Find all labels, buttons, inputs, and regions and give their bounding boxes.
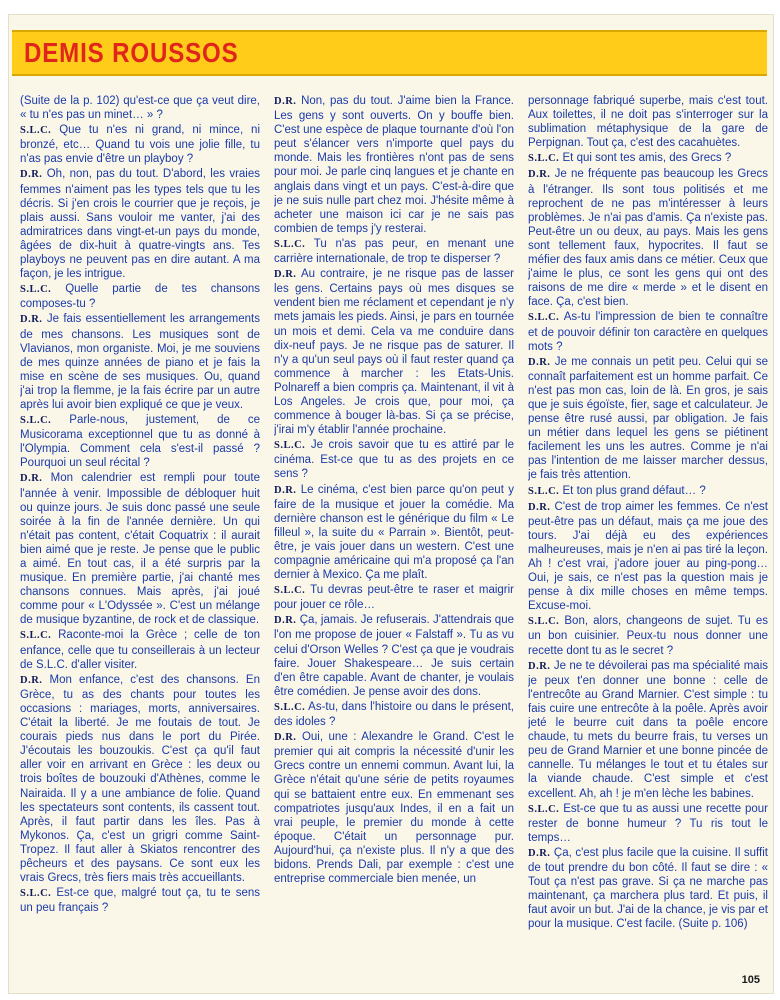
paragraph-text: Quelle partie de tes chansons composes-tu ? xyxy=(20,283,260,311)
article-title: DEMIS ROUSSOS xyxy=(24,37,239,68)
speaker-label: D.R. xyxy=(274,484,297,496)
article-columns xyxy=(20,94,768,970)
interview-paragraph xyxy=(20,673,260,885)
text-column-2 xyxy=(274,94,514,970)
paragraph-text: Et ton plus grand défaut… ? xyxy=(562,484,706,497)
interview-paragraph xyxy=(274,94,514,236)
paragraph-text: As-tu, dans l'histoire ou dans le présent, des idoles ? xyxy=(274,700,514,729)
interview-paragraph xyxy=(528,94,768,150)
paragraph-text: Ça, c'est plus facile que la cuisine. Il suffit de tout prendre du bon côté. Il faut se dire : « Tout ça n'est pas grave. Si ça ne marche pas maintenant, ça marchera plus tard. Et puis, il faut avoir un but. J'ai de la chance, je vis par et pour la musique. C'est facile. (Suite p. 106) xyxy=(528,846,768,931)
speaker-label: S.L.C. xyxy=(528,153,560,165)
speaker-label: S.L.C. xyxy=(20,415,52,427)
speaker-label: D.R. xyxy=(274,615,297,627)
interview-paragraph xyxy=(528,167,768,309)
interview-paragraph xyxy=(274,483,514,583)
interview-paragraph xyxy=(20,94,260,122)
speaker-label: D.R. xyxy=(20,473,43,485)
paragraph-text: Mon enfance, c'est des chansons. En Grèce, tu as des chants pour toutes les occasions : mariages, morts, anniversaires. C'était la liberté. Je me foutais de tout. Je courais pieds nus dans le port du Pirée. J'écoutais les bouzoukis. C'est ça qu'il faut aller voir en arrivant en Grèce : les deux ou trois boîtes de bouzouki d'Athènes, comme le Nairaida. Il y a une ambiance de folie. Quand les spectateurs sont contents, ils cassent tout. Après, il faut partir dans les îles. Pas à Mykonos. Ça, c'est un grigri comme Saint-Tropez. Il faut aller à Skiatos rencontrer des pêcheurs et des paysans. Ce sont eux les vrais Grecs, très fiers mais très accueillants. xyxy=(20,673,260,885)
speaker-label: S.L.C. xyxy=(528,312,560,324)
interview-paragraph xyxy=(528,355,768,483)
speaker-label: S.L.C. xyxy=(274,585,306,597)
interview-paragraph xyxy=(274,583,514,612)
interview-paragraph xyxy=(528,846,768,932)
paragraph-text: Au contraire, je ne risque pas de lasser les gens. Certains pays où mes disques se vendent bien me réclament et cependant je n'y mets jamais les pieds. Ainsi, je pars en tournée un mois et demi. Cela va me conduire dans dix-neuf pays. Je ne risque pas de saturer. Il n'y a qu'un seul pays où il faut rester quand ça commence à marcher : les Etats-Unis. Polnareff a bien compris ça. Maintenant, il vit à Los Angeles. Je crois que, pour moi, ça commence à bouger là-bas. Si ça se précise, j'irai m'y établir l'année prochaine. xyxy=(274,268,514,437)
interview-paragraph xyxy=(528,614,768,657)
interview-paragraph xyxy=(528,310,768,353)
speaker-label: D.R. xyxy=(528,660,551,672)
speaker-label: S.L.C. xyxy=(274,238,306,250)
interview-paragraph xyxy=(274,438,514,481)
paragraph-text: Oh, non, pas du tout. D'abord, les vraies femmes n'aiment pas les types tels que tu les décris. Si j'en crois le courrier que je reçois, je plais aussi. Sans vouloir me vanter, j'ai des admiratrices dans vingt-et-un pays du monde, âgées de dix-huit à quatre-vingts ans. Tes playboys ne peuvent pas en dire autant. A ma façon, je les intrigue. xyxy=(20,168,260,281)
interview-paragraph xyxy=(20,312,260,412)
speaker-label: S.L.C. xyxy=(20,125,52,137)
interview-paragraph xyxy=(528,802,768,845)
speaker-label: D.R. xyxy=(528,356,551,368)
interview-paragraph xyxy=(528,484,768,499)
text-column-1 xyxy=(20,94,260,970)
speaker-label: D.R. xyxy=(528,847,551,859)
speaker-label: S.L.C. xyxy=(528,616,560,628)
paragraph-text: Ça, jamais. Je refuserais. J'attendrais que l'on me propose de jouer « Falstaff ». Tu as vu celui d'Orson Welles ? C'est ça que je voudrais faire. Jouer Shakespeare… Je suis certain d'en être capable. Avant de chanter, je voulais être comédien. Je pense avoir des dons. xyxy=(274,614,514,698)
paragraph-text: Je ne fréquente pas beaucoup les Grecs à l'étranger. Ils sont tous politisés et me reprochent de ne pas m'intéresser à leurs problèmes. Je n'ai pas d'amis. Ça n'existe pas. Peut-être un ou deux, au pays. Mais les gens sont tellement faux, hypocrites. Il faut se méfier des faux amis dans ce métier. Ceux que j'aime le plus, ce sont les gens qui ont des raisons de me dire « merde » et le disent en face. Ça, c'est bien. xyxy=(528,168,768,309)
paragraph-text: personnage fabriqué superbe, mais c'est tout. Aux toilettes, il ne doit pas s'interroger sur la sublimation métaphysique de la gare de Perpignan. Tout ça, c'est des cacahuètes. xyxy=(528,95,768,150)
interview-paragraph xyxy=(20,282,260,311)
paragraph-text: Tu devras peut-être te raser et maigrir pour jouer ce rôle… xyxy=(274,584,514,612)
speaker-label: D.R. xyxy=(528,501,551,513)
interview-paragraph xyxy=(20,167,260,281)
paragraph-text: Parle-nous, justement, de ce Musicorama exceptionnel que tu as donné à l'Olympia. Comment cela s'est-il passé ? Pourquoi un seul récital ? xyxy=(20,414,260,470)
speaker-label: S.L.C. xyxy=(20,888,52,900)
speaker-label: D.R. xyxy=(274,269,297,281)
interview-paragraph xyxy=(274,730,514,886)
paragraph-text: Raconte-moi la Grèce ; celle de ton enfance, celle que tu conseillerais à un lecteur de S.L.C. d'aller visiter. xyxy=(20,629,260,671)
speaker-label: D.R. xyxy=(528,169,551,181)
paragraph-text: Bon, alors, changeons de sujet. Tu es un bon cuisinier. Peux-tu nous donner une recette dont tu as le secret ? xyxy=(528,615,768,657)
interview-paragraph xyxy=(528,151,768,166)
interview-paragraph xyxy=(274,267,514,437)
paragraph-text: Je ne te dévoilerai pas ma spécialité mais je peux t'en donner une bonne : celle de l'entrecôte au Grand Marnier. C'est simple : tu fais cuire une entrecôte à la poêle. Après avoir jeté le beurre cuit dans ta poêle encore chaude, tu mets du beurre frais, tu verses un peu de Grand Marnier et une bonne pincée de cannelle. Tu mélanges le tout et tu étales sur la viande chaude. C'est simple et c'est excellent. Ah, ah ! je m'en lèche les babines. xyxy=(528,659,768,800)
paragraph-text: (Suite de la p. 102) qu'est-ce que ça veut dire, « tu n'es pas un minet… » ? xyxy=(20,95,260,122)
paragraph-text: Je fais essentiellement les arrangements de mes chansons. Les musiques sont de Vlavianos, mon organiste. Moi, je me souviens de mes quinze années de piano et je fais la mise en scène de ses musiques. Ou, quand j'ai trop la flemme, je la fais écrire par un autre après lui avoir bien expliqué ce que je veux. xyxy=(20,313,260,411)
paragraph-text: Est-ce que, malgré tout ça, tu te sens un peu français ? xyxy=(20,887,260,915)
paragraph-text: C'est de trop aimer les femmes. Ce n'est peut-être pas un défaut, mais ça me joue des tours. J'ai déjà eu des expériences malheureuses, mais je n'en ai pas tiré la leçon. Ah ! c'est vrai, j'adore jouer au ping-pong… Oui, je sais, ce n'est pas la question mais je pense à dix mille choses en même temps. Excuse-moi. xyxy=(528,500,768,613)
paragraph-text: Le cinéma, c'est bien parce qu'on peut y faire de la musique et jouer la comédie. Ma dernière chanson est le générique du film « Le filleul », la suite du « Parrain ». Bientôt, peut-être, je vais jouer dans un western. C'est une compagnie américaine qui m'a proposé ça l'an dernier à Mexico. Ça me plaît. xyxy=(274,483,514,582)
paragraph-text: Tu n'as pas peur, en menant une carrière internationale, de trop te disperser ? xyxy=(274,237,514,266)
text-column-3 xyxy=(528,94,768,970)
interview-paragraph xyxy=(20,886,260,915)
speaker-label: D.R. xyxy=(274,732,297,744)
interview-paragraph xyxy=(274,613,514,699)
speaker-label: D.R. xyxy=(20,674,43,686)
interview-paragraph xyxy=(274,700,514,729)
speaker-label: D.R. xyxy=(274,96,297,107)
speaker-label: S.L.C. xyxy=(528,803,560,815)
magazine-page xyxy=(8,14,774,994)
interview-paragraph xyxy=(20,628,260,671)
title-banner xyxy=(12,30,767,76)
paragraph-text: Je me connais un petit peu. Celui qui se connaît parfaitement est un homme parfait. Ce n'est pas mon cas, loin de là. En gros, je sais que je suis égoïste, fier, sage et calculateur. Je pense être rusé aussi, par obligation. Je fais un métier dans lequel les gens se piétinent facilement les uns les autres. Comme je n'ai pas l'intention de me laisser marcher dessus, je fais très attention. xyxy=(528,355,768,482)
speaker-label: S.L.C. xyxy=(274,440,306,452)
paragraph-text: Que tu n'es ni grand, ni mince, ni bronzé, etc… Quand tu vois une jolie fille, tu n'as pas envie d'être un playboy ? xyxy=(20,124,260,166)
paragraph-text: Mon calendrier est rempli pour toute l'année à venir. Impossible de débloquer huit ou quinze jours. Je suis donc passé une seule soirée à la fin de l'année dernière. Un qui n'était pas content, c'était Coquatrix : il aurait bien aimé que je reste. Je pense que le public a aimé. En tout cas, il a été surpris par la musique. En première partie, j'ai chanté mes chansons connues. Mais après, j'ai joué comme pour « L'Odyssée ». C'est un mélange de musique byzantine, de rock et de classique. xyxy=(20,472,260,627)
speaker-label: S.L.C. xyxy=(274,701,306,713)
speaker-label: S.L.C. xyxy=(528,485,560,497)
interview-paragraph xyxy=(274,237,514,266)
interview-paragraph xyxy=(528,659,768,801)
speaker-label: S.L.C. xyxy=(20,630,52,642)
paragraph-text: Non, pas du tout. J'aime bien la France. Les gens y sont ouverts. On y bouffe bien. C'est une espèce de plaque tournante d'où l'on peut s'élancer vers n'importe quel pays du monde. Mais les frontières n'ont pas de sens pour moi. Je parle cinq langues et je chante en anglais dans vingt et un pays. C'est-à-dire que je ne suis nulle part chez moi. J'hésite même à acheter une maison ici car je ne sais pas combien de temps j'y resterai. xyxy=(274,95,514,235)
speaker-label: S.L.C. xyxy=(20,284,52,296)
speaker-label: D.R. xyxy=(20,314,43,326)
paragraph-text: Oui, une : Alexandre le Grand. C'est le premier qui ait compris la nécessité d'unir les Grecs contre un ennemi commun. Avant lui, la Grèce n'était qu'une série de petits royaumes qui se battaient entre eux. En emmenant ses compatriotes jusqu'aux Indes, il en a fait un vrai peuple, le premier du monde à cette époque. C'était un personnage pur. Aujourd'hui, ça n'existe plus. Il n'y a que des bidons. Prends Dali, par exemple : c'est une entreprise commerciale bien menée, un xyxy=(274,731,514,886)
paragraph-text: Je crois savoir que tu es attiré par le cinéma. Est-ce que tu as des projets en ce sens ? xyxy=(274,439,514,481)
interview-paragraph xyxy=(528,500,768,614)
page-number: 105 xyxy=(741,974,760,986)
interview-paragraph xyxy=(20,413,260,470)
paragraph-text: Est-ce que tu as aussi une recette pour rester de bonne humeur ? Tu ris tout le temps… xyxy=(528,802,768,844)
paragraph-text: Et qui sont tes amis, des Grecs ? xyxy=(562,152,732,165)
interview-paragraph xyxy=(20,123,260,166)
speaker-label: D.R. xyxy=(20,169,43,181)
paragraph-text: As-tu l'impression de bien te connaître et de pouvoir définir ton caractère en quelques mots ? xyxy=(528,311,768,353)
interview-paragraph xyxy=(20,471,260,627)
